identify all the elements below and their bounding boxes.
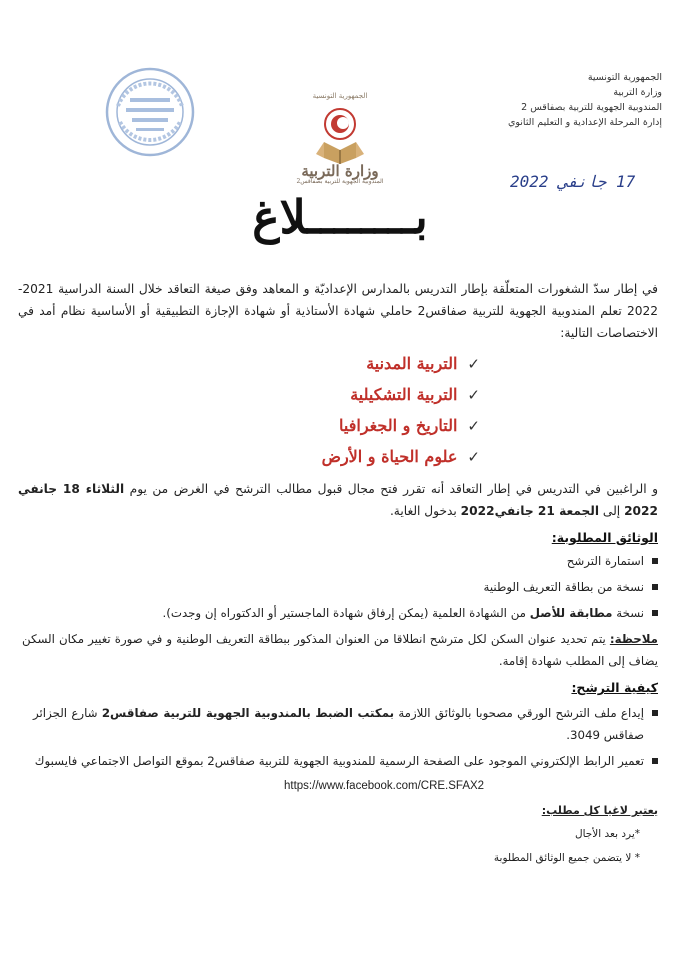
list-item [33,702,658,746]
note-label: ملاحظة: [609,632,658,646]
application-period-paragraph [18,478,658,522]
bullet-icon [652,584,658,590]
period-text: و الراغبين في التدريس في إطار التعاقد أنه تقرر فتح مجال قبول مطالب الترشح في الغرض من يوم [124,482,659,496]
note-paragraph [22,628,658,672]
intro-paragraph: في إطار سدّ الشغورات المتعلّقة بإطار التدريس بالمدارس الإعداديّة و المعاهد وفق صيغة التعاقد خلال السنة الدراسية 2021-2022 تعلم المندوبية الجهوية للتربية صفاقس2 حاملي شهادة الأستاذية أو شهادة الإجازة التطبيقية أو الأساسية نظام أمد في الاختصاصات التالية: [18,282,658,340]
application-step: تعمير الرابط الإلكتروني الموجود على الصفحة الرسمية للمندوبية الجهوية للتربية صفاقس2 بموقع التواصل الاجتماعي فايسبوك [34,754,644,768]
cancel-item: * لا يتضمن جميع الوثائق المطلوبة [493,852,640,864]
header-line: المندوبية الجهوية للتربية بصفاقس 2 [521,102,662,113]
specialty-label: التربية المدنية [366,354,458,373]
document-item-text: من الشهادة العلمية (يمكن إرفاق شهادة الماجستير أو الدكتوراه إن وجدت). [162,606,530,620]
cancel-heading: يعتبر لاغيا كل مطلب: [541,804,658,817]
document-title: بــــــــلاغ [252,190,428,244]
specialty-label: التاريخ و الجغرافيا [339,416,458,435]
note-text: يتم تحديد عنوان السكن لكل مترشح انطلاقا من العنوان المذكور ببطاقة التعريف الوطنية و في صورة تغيير مكان السكن يضاف إلى المطلب شهادة إقامة. [22,632,658,668]
document-item-bold: مطابقة للأصل [529,606,613,620]
documents-heading: الوثائق المطلوبة: [551,530,658,545]
step-bold: بمكتب الضبط بالمندوبية الجهوية للتربية صفاقس2 [101,706,395,720]
period-text: بدخول الغاية. [389,504,461,518]
start-date: الثلاثاء 18 جانفي 2022 [18,482,658,518]
list-item [322,348,480,379]
step-text: شارع الجزائر صفاقس 3049. [33,706,644,742]
header-line: إدارة المرحلة الإعدادية و التعليم الثانوي [507,117,662,128]
issue-date: 17 جانفي 2022 [510,172,636,191]
list-item [322,379,480,410]
check-icon: ✓ [467,416,480,435]
logo-sub-text: المندوبية الجهوية للتربية بصفاقس2 [296,178,384,185]
bullet-icon [652,558,658,564]
list-item [322,410,480,441]
step-text: إيداع ملف الترشح الورقي مصحوبا بالوثائق اللازمة [394,706,644,720]
specialty-label: علوم الحياة و الأرض [321,447,458,466]
issuer-header [472,70,662,130]
bullet-icon [652,758,658,764]
document-item-text: نسخة [612,606,644,620]
check-icon: ✓ [467,354,480,373]
header-line: الجمهورية التونسية [587,72,662,83]
check-icon: ✓ [467,447,480,466]
application-heading: كيفية الترشح: [571,680,658,695]
document-item: استمارة الترشح [566,554,644,568]
application-step [33,702,644,746]
specialty-label: التربية التشكيلية [350,385,458,404]
logo-ministry-name: وزارة التربية [301,162,379,180]
official-stamp-icon [104,66,196,158]
list-item [33,750,658,772]
logo-top-text: الجمهورية التونسية [312,92,368,100]
facebook-link[interactable]: https://www.facebook.com/CRE.SFAX2 [284,780,485,792]
document-item [33,602,644,624]
end-date: الجمعة 21 جانفي2022 [460,504,600,518]
logo-caption [290,162,390,185]
cancel-item: *يرد بعد الأجال [574,828,640,840]
period-text: إلى [599,504,625,518]
header-line: وزارة التربية [613,87,662,98]
bullet-icon [652,610,658,616]
list-item [33,602,658,624]
check-icon: ✓ [467,385,480,404]
list-item [33,550,658,572]
document-item: نسخة من بطاقة التعريف الوطنية [483,580,644,594]
documents-list [33,550,658,624]
list-item [322,441,480,472]
list-item [33,576,658,598]
bullet-icon [652,710,658,716]
specialties-list [322,348,480,472]
application-steps-list [33,702,658,772]
